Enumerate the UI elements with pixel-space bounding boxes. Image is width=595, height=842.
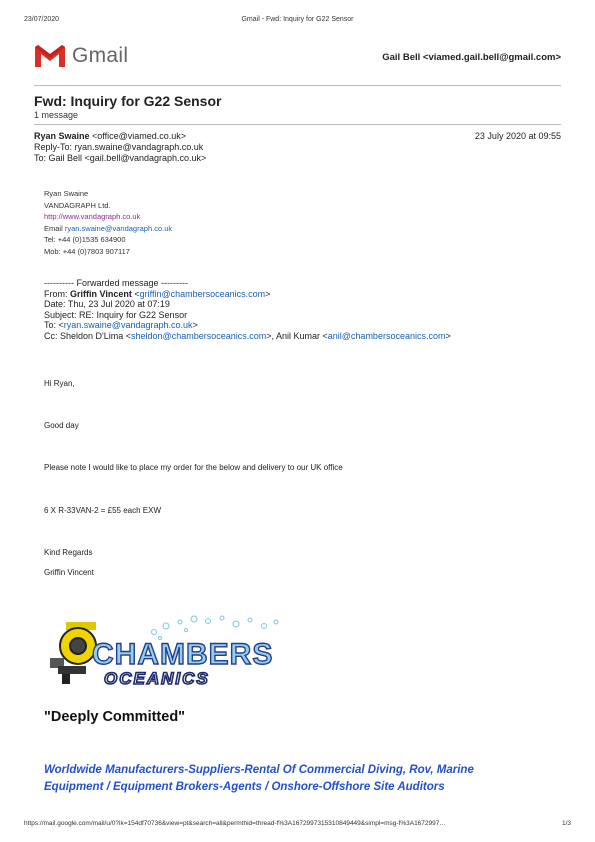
tagline-line2: Equipment / Equipment Brokers-Agents / Onshore-Offshore Site Auditors <box>44 781 445 793</box>
footer-url: https://mail.google.com/mail/u/0?ik=154df70736&view=pt&search=all&permthid=thread-f%3A1672997315310849449&simpl=msg-f%3A1672997… <box>24 820 446 827</box>
body-greeting: Hi Ryan, <box>44 379 75 388</box>
to-address[interactable]: Gail Bell <gail.bell@vandagraph.co.uk> <box>48 153 207 163</box>
forwarded-cc-label: Cc: Sheldon D'Lima <box>44 330 124 341</box>
signature-email-label: Email <box>44 223 63 233</box>
chambers-oceanics-logo <box>44 612 292 692</box>
forwarded-cc: Cc: Sheldon D'Lima <sheldon@chambersoceanics.com>, Anil Kumar <anil@chambersoceanics.com> <box>44 330 451 341</box>
reply-to-address[interactable]: ryan.swaine@vandagraph.co.uk <box>74 142 204 152</box>
to-label: To: <box>34 153 47 163</box>
reply-to-label: Reply-To: <box>34 142 73 152</box>
forwarded-separator: ---------- Forwarded message --------- <box>44 278 188 288</box>
sender-email[interactable]: <office@viamed.co.uk> <box>92 131 187 141</box>
logo-text-chambers: CHAMBERS <box>92 638 274 671</box>
signature-block <box>44 188 172 257</box>
account-email: Gail Bell <viamed.gail.bell@gmail.com> <box>382 52 561 63</box>
thread-subject: Fwd: Inquiry for G22 Sensor <box>34 93 222 109</box>
signature-website-link[interactable]: http://www.vandagraph.co.uk <box>44 212 141 221</box>
print-date: 23/07/2020 <box>24 16 60 23</box>
sender-name: Ryan Swaine <box>34 131 90 141</box>
company-tagline <box>44 762 474 796</box>
gmail-wordmark: Gmail <box>72 44 129 67</box>
forwarded-from-name: Griffin Vincent <box>70 288 132 299</box>
forwarded-to-email-link[interactable]: ryan.swaine@vandagraph.co.uk <box>63 320 193 330</box>
forwarded-from-email-link[interactable]: griffin@chambersoceanics.com <box>139 288 266 299</box>
gmail-logo-icon <box>34 44 66 68</box>
forwarded-cc-email1-link[interactable]: sheldon@chambersoceanics.com <box>131 330 267 341</box>
body-closing: Kind Regards <box>44 548 93 557</box>
header-divider <box>34 85 561 86</box>
logo-text-oceanics: OCEANICS <box>104 669 210 688</box>
print-title: Gmail - Fwd: Inquiry for G22 Sensor <box>241 16 354 23</box>
message-count: 1 message <box>34 110 79 120</box>
forwarded-subject: Subject: RE: Inquiry for G22 Sensor <box>44 309 188 320</box>
to-row <box>34 153 206 164</box>
signature-tel: Tel: +44 (0)1535 634900 <box>44 235 126 244</box>
subject-divider <box>34 124 561 125</box>
forwarded-to: To: <ryan.swaine@vandagraph.co.uk> <box>44 320 198 330</box>
message-from <box>34 131 186 142</box>
forwarded-to-label: To: <box>44 320 57 330</box>
footer-page-number: 1/3 <box>561 820 571 827</box>
forwarded-from-label: From: <box>44 288 68 299</box>
signature-name: Ryan Swaine <box>44 189 89 198</box>
tagline-line1: Worldwide Manufacturers-Suppliers-Rental Of Commercial Diving, Rov, Marine <box>44 764 474 776</box>
signature-email-row <box>44 223 172 235</box>
forwarded-header <box>44 278 451 341</box>
company-slogan: "Deeply Committed" <box>44 709 186 725</box>
signature-mob: Mob: +44 (0)7803 907117 <box>44 246 130 256</box>
message-date: 23 July 2020 at 09:55 <box>474 131 561 141</box>
forwarded-from: From: Griffin Vincent <griffin@chambersoceanics.com> <box>44 288 271 299</box>
body-good-day: Good day <box>44 421 79 430</box>
body-request: Please note I would like to place my order for the below and delivery to our UK office <box>44 463 343 472</box>
body-signer: Griffin Vincent <box>44 568 94 577</box>
forwarded-cc-email2-link[interactable]: anil@chambersoceanics.com <box>327 330 446 341</box>
forwarded-date: Date: Thu, 23 Jul 2020 at 07:19 <box>44 299 170 309</box>
body-order-line: 6 X R-33VAN-2 = £55 each EXW <box>44 506 162 515</box>
signature-company: VANDAGRAPH Ltd. <box>44 200 111 210</box>
reply-to-row <box>34 142 203 153</box>
signature-email-link[interactable]: ryan.swaine@vandagraph.co.uk <box>64 223 173 233</box>
forwarded-cc-name2: Anil Kumar <box>276 330 321 341</box>
